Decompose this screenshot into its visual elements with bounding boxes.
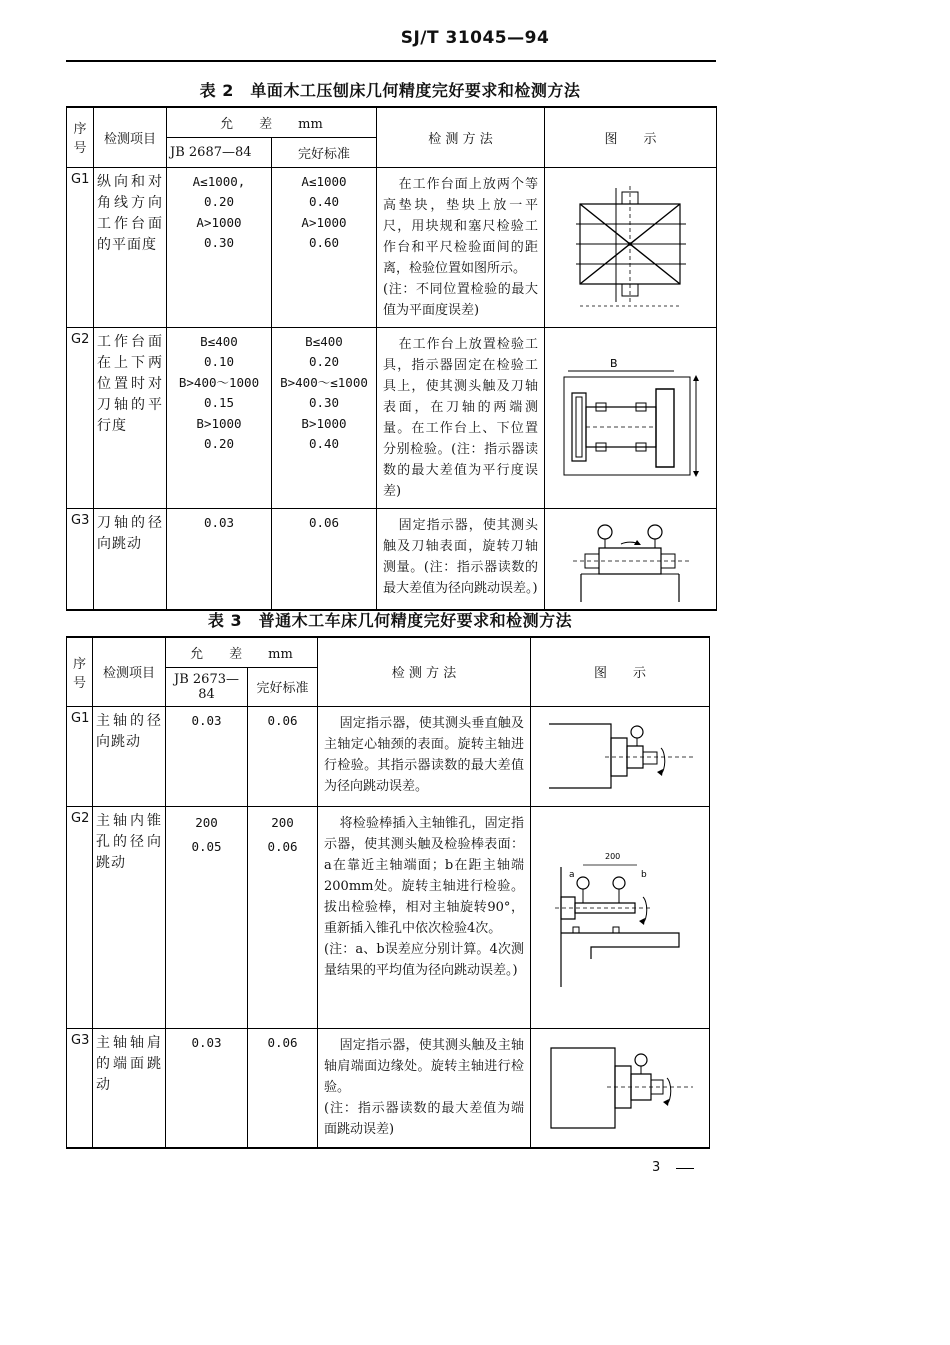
row-item: 工作台面在上下两位置时对刀轴的平行度	[94, 327, 167, 508]
row-no: G1	[67, 167, 94, 327]
table2-row-g2	[67, 327, 717, 508]
document-code: SJ/T 31045—94	[400, 28, 550, 48]
cutter-runout-figure	[545, 508, 717, 610]
figure-label-b: B	[609, 356, 618, 370]
table3-title: 表 3 普通木工车床几何精度完好要求和检测方法	[207, 611, 573, 630]
row-item: 纵向和对角线方向工作台面的平面度	[94, 167, 167, 327]
row-ref-tolerance: 200 0.05	[166, 806, 248, 1028]
row-ref-tolerance: 0.03	[167, 508, 272, 610]
flatness-diagram-icon	[576, 182, 686, 312]
row-no: G1	[67, 706, 93, 806]
table3-header-figure: 图 示	[531, 637, 710, 706]
table2	[66, 106, 717, 611]
table2-header-figure: 图 示	[545, 107, 717, 167]
table2-header-method: 检 测 方 法	[377, 107, 545, 167]
row-item: 刀轴的径向跳动	[94, 508, 167, 610]
parallelism-diagram-icon	[556, 353, 706, 483]
shoulder-runout-diagram-icon	[545, 1038, 695, 1138]
row-method: 在工作台面上放两个等高垫块，垫块上放一平尺，用块规和塞尺检验工作台和平尺检验面间的距离，检验位置如图所示。 (注：不同位置检验的最大值为平面度误差)	[377, 167, 545, 327]
shoulder-runout-figure	[531, 1028, 710, 1148]
row-method: 将检验棒插入主轴锥孔，固定指示器，使其测头触及检验棒表面：a在靠近主轴端面；b在距主轴端200mm处。旋转主轴进行检验。拔出检验棒，相对主轴旋转90°，重新插入锥孔中依次检验4次。 (注：a、b误差应分别计算。4次测量结果的平均值为径向跳动误差。)	[318, 806, 531, 1028]
table3	[66, 636, 710, 1149]
row-good-tolerance: 0.06	[272, 508, 377, 610]
table3-header-std-good: 完好标准	[248, 667, 318, 706]
row-good-tolerance: 0.06	[248, 1028, 318, 1148]
row-method: 固定指示器，使其测头触及刀轴表面，旋转刀轴测量。(注：指示器读数的最大差值为径向跳动误差。)	[377, 508, 545, 610]
table2-title: 表 2 单面木工压刨床几何精度完好要求和检测方法	[199, 81, 581, 100]
spindle-runout-diagram-icon	[545, 714, 695, 799]
table2-row-g1	[67, 167, 717, 327]
row-ref-tolerance: 0.03	[166, 1028, 248, 1148]
table2-header-no: 序号	[67, 107, 94, 167]
row-no: G2	[67, 327, 94, 508]
taper-bore-runout-figure	[531, 806, 710, 1028]
row-good-tolerance: 0.06	[248, 706, 318, 806]
flatness-figure	[545, 167, 717, 327]
cutter-runout-diagram-icon	[571, 514, 691, 604]
table3-header-no: 序号	[67, 637, 93, 706]
table2-header-std-good: 完好标准	[272, 137, 377, 167]
row-no: G3	[67, 508, 94, 610]
row-no: G3	[67, 1028, 93, 1148]
row-ref-tolerance: B≤400 0.10 B>400～1000 0.15 B>1000 0.20	[167, 327, 272, 508]
table2-header-tolerance: 允 差 mm	[167, 107, 377, 137]
table3-row-g2	[67, 806, 710, 1028]
row-ref-tolerance: A≤1000, 0.20 A>1000 0.30	[167, 167, 272, 327]
row-no: G2	[67, 806, 93, 1028]
page-number: 3	[652, 1160, 661, 1175]
figure-label-b: b	[641, 870, 647, 880]
table3-row-g3	[67, 1028, 710, 1148]
page-number-dash	[676, 1168, 694, 1169]
row-item: 主轴轴肩的端面跳动	[93, 1028, 166, 1148]
parallelism-figure	[545, 327, 717, 508]
table3-row-g1	[67, 706, 710, 806]
row-method: 固定指示器，使其测头触及主轴轴肩端面边缘处。旋转主轴进行检验。 (注：指示器读数的最大差值为端面跳动误差)	[318, 1028, 531, 1148]
row-item: 主轴的径向跳动	[93, 706, 166, 806]
row-good-tolerance: 200 0.06	[248, 806, 318, 1028]
table2-header-std-ref: JB 2687—84	[167, 137, 272, 167]
spindle-runout-figure	[531, 706, 710, 806]
figure-label-a: a	[569, 870, 575, 880]
row-method: 在工作台上放置检验工具，指示器固定在检验工具上，使其测头触及刀轴表面，在刀轴的两端测量。在工作台上、下位置分别检验。(注：指示器读数的最大差值为平行度误差)	[377, 327, 545, 508]
taper-bore-runout-diagram-icon	[555, 847, 685, 987]
table3-header-item: 检测项目	[93, 637, 166, 706]
table2-row-g3	[67, 508, 717, 610]
header-rule	[66, 60, 716, 62]
table3-header-method: 检 测 方 法	[318, 637, 531, 706]
row-ref-tolerance: 0.03	[166, 706, 248, 806]
table2-header-item: 检测项目	[94, 107, 167, 167]
row-good-tolerance: B≤400 0.20 B>400～≤1000 0.30 B>1000 0.40	[272, 327, 377, 508]
figure-label-200: 200	[605, 852, 621, 861]
table3-header-tolerance: 允 差 mm	[166, 637, 318, 667]
table3-header-std-ref: JB 2673—84	[166, 667, 248, 706]
row-method: 固定指示器，使其测头垂直触及主轴定心轴颈的表面。旋转主轴进行检验。其指示器读数的最大差值为径向跳动误差。	[318, 706, 531, 806]
row-good-tolerance: A≤1000 0.40 A>1000 0.60	[272, 167, 377, 327]
row-item: 主轴内锥孔的径向跳动	[93, 806, 166, 1028]
